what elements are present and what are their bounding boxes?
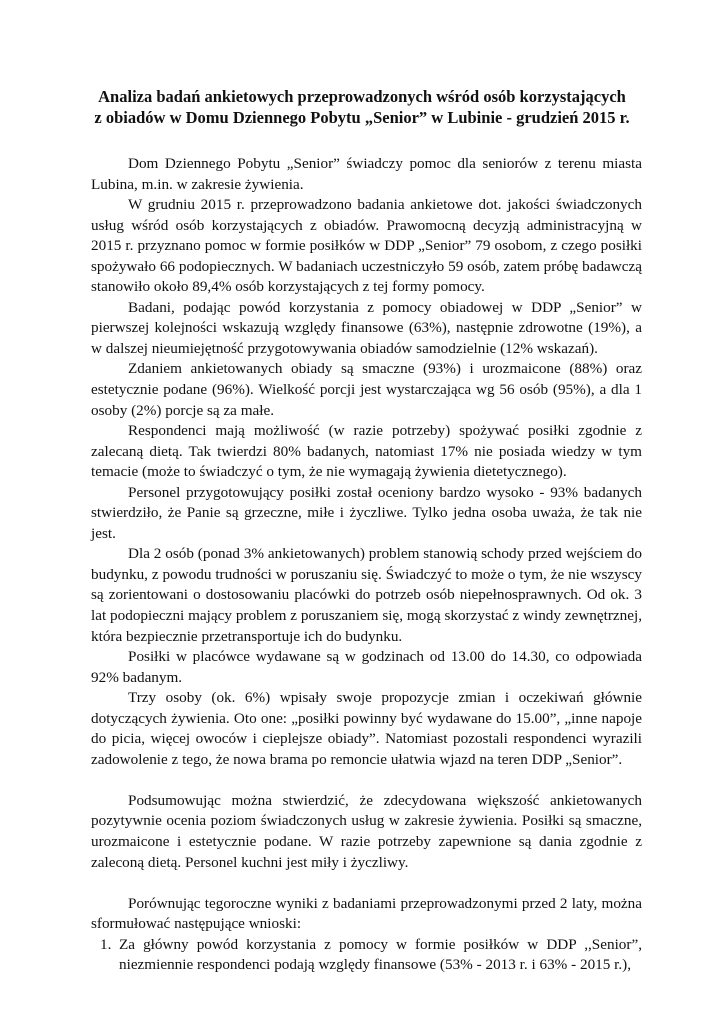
paragraph: Personel przygotowujący posiłki został oceniony bardzo wysoko - 93% badanych stwierdziło, że Panie są grzeczne, miłe i życzliwe. Tylko jedna osoba uważa, że tak nie jest. xyxy=(91,483,642,542)
paragraph: Badani, podając powód korzystania z pomocy obiadowej w DDP „Senior” w pierwszej kolejności wskazują względy finansowe (63%), następnie zdrowotne (19%), a w dalszej nieumiejętność przygotowywania obiadów samodzielnie (12% wskazań). xyxy=(91,298,642,357)
paragraph: Trzy osoby (ok. 6%) wpisały swoje propozycje zmian i oczekiwań głównie dotyczących żywienia. Oto one: „posiłki powinny być wydawane do 15.00”, „inne napoje do picia, więcej owoców i cieplejsze obiady”. Natomiast pozostali respondenci wyrazili zadowolenie z tego, że nowa brama po remoncie ułatwia wjazd na teren DDP „Senior”. xyxy=(91,689,642,768)
paragraph: W grudniu 2015 r. przeprowadzono badania ankietowe dot. jakości świadczonych usług wśród osób korzystających z obiadów. Prawomocną decyzją administracyjną w 2015 r. przyznano pomoc w formie posiłków w DDP „Senior” 79 osobom, z czego posiłki spożywało 66 podopiecznych. W badaniach uczestniczyło 59 osób, zatem próbę badawczą stanowiło około 89,4% osób korzystających z tej formy pomocy. xyxy=(91,196,642,296)
paragraph: Dla 2 osób (ponad 3% ankietowanych) problem stanowią schody przed wejściem do budynku, z powodu trudności w poruszaniu się. Świadczyć to może o tym, że nie wszyscy są zorientowani o dostosowaniu placówki do potrzeb osób niepełnosprawnych. Od ok. 3 lat podopieczni mający problem z poruszaniem się, mogą skorzystać z windy zewnętrznej, która bezpiecznie przetransportuje ich do budynku. xyxy=(91,545,642,645)
summary-paragraph: Podsumowując można stwierdzić, że zdecydowana większość ankietowanych pozytywnie ocenia poziom świadczonych usług w zakresie żywienia. Posiłki są smaczne, urozmaicone i estetycznie podane. W razie potrzeby zapewnione są dania zgodnie z zaleconą dietą. Personel kuchni jest miły i życzliwy. xyxy=(91,791,642,871)
paragraph: Respondenci mają możliwość (w razie potrzeby) spożywać posiłki zgodnie z zalecaną dietą. Tak twierdzi 80% badanych, natomiast 17% nie posiada wiedzy w tym temacie (może to świadczyć o tym, że nie wymagają żywienia dietetycznego). xyxy=(91,422,642,481)
paragraph-spacer xyxy=(91,770,642,791)
document-body xyxy=(91,154,642,976)
list-item xyxy=(91,935,642,976)
title-line-2: z obiadów w Domu Dziennego Pobytu „Senior” w Lubinie - grudzień 2015 r. xyxy=(94,108,630,127)
paragraph: Posiłki w placówce wydawane są w godzinach od 13.00 do 14.30, co odpowiada 92% badanym. xyxy=(91,648,642,686)
title-line-1: Analiza badań ankietowych przeprowadzonych wśród osób korzystających xyxy=(98,87,626,106)
list-item-text: Za główny powód korzystania z pomocy w formie posiłków w DDP ,,Senior”, niezmiennie respondenci podają względy finansowe (53% - 2013 r. i 63% - 2015 r.), xyxy=(119,935,642,974)
list-item-number: 1. xyxy=(100,935,112,953)
conclusions-list xyxy=(91,935,642,976)
paragraph: Zdaniem ankietowanych obiady są smaczne (93%) i urozmaicone (88%) oraz estetycznie podane (96%). Wielkość porcji jest wystarczająca wg 56 osób (95%), a dla 1 osoby (2%) porcje są za małe. xyxy=(91,360,642,419)
paragraph-spacer xyxy=(91,873,642,894)
document-title xyxy=(60,86,664,128)
comparison-intro: Porównując tegoroczne wyniki z badaniami przeprowadzonymi przed 2 laty, można sformułować następujące wnioski: xyxy=(91,894,642,933)
paragraph: Dom Dziennego Pobytu „Senior” świadczy pomoc dla seniorów z terenu miasta Lubina, m.in. w zakresie żywienia. xyxy=(91,155,642,193)
